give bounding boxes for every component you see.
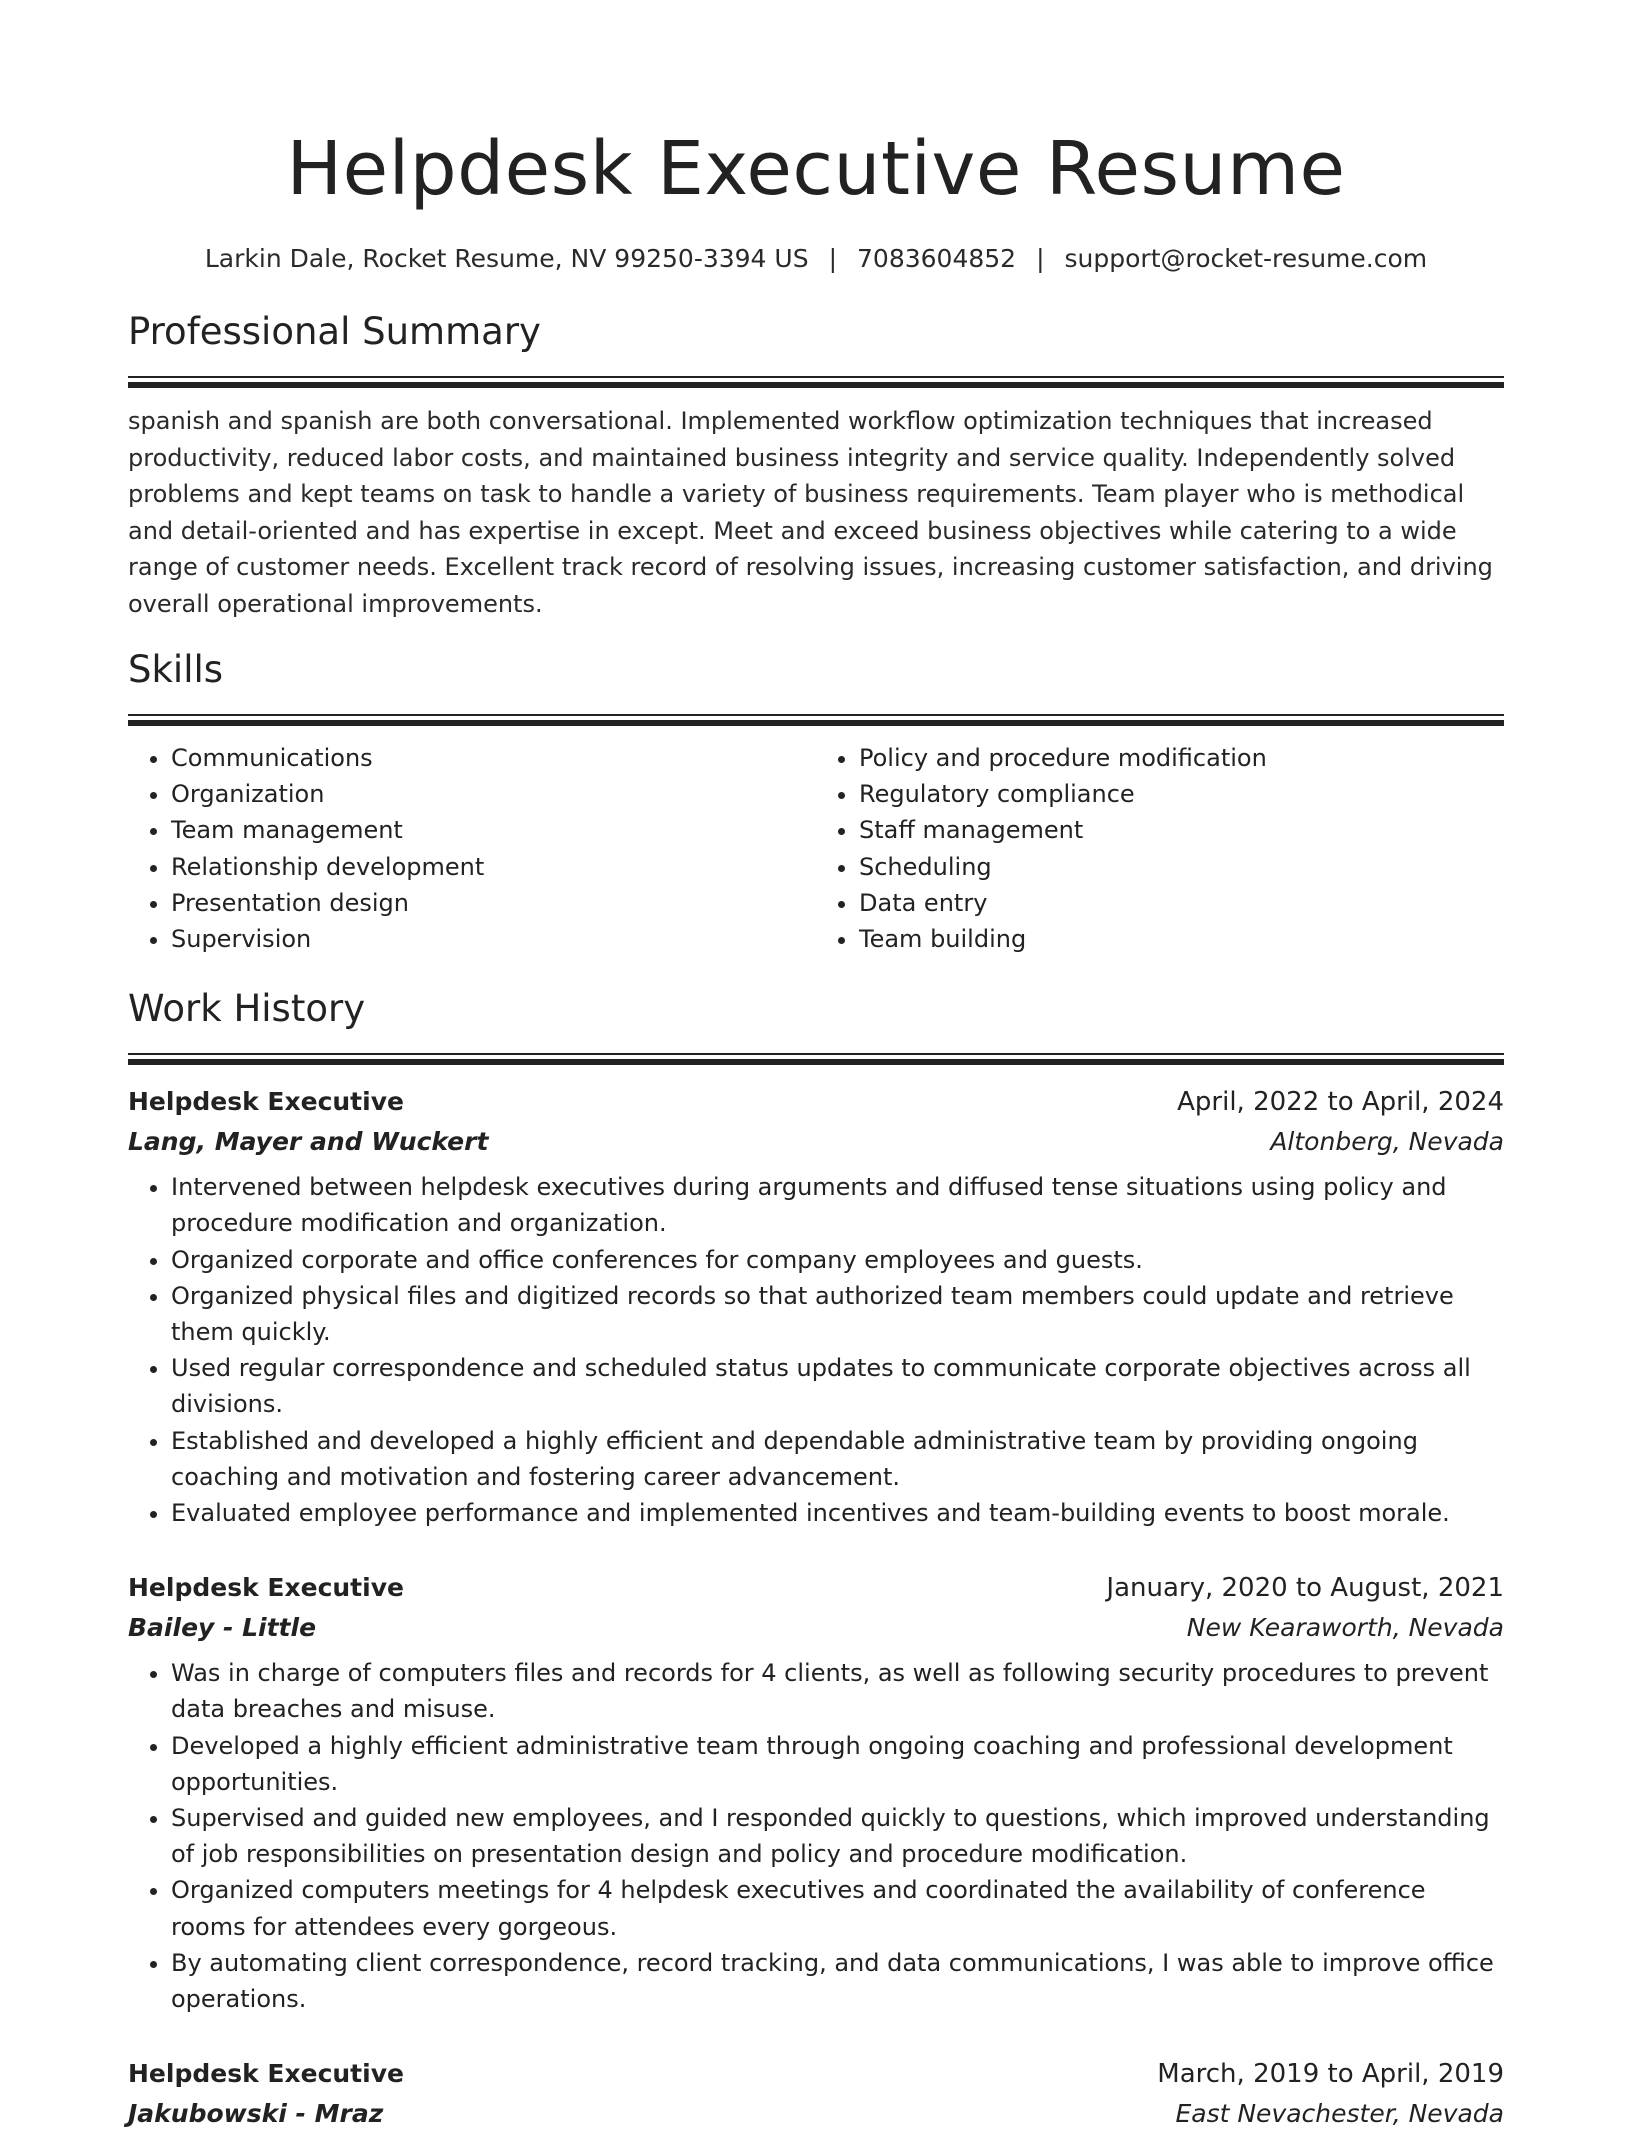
job-location: East Nevachester, Nevada: [1175, 2099, 1504, 2129]
section-divider: [128, 1053, 1504, 1065]
summary-section: [128, 308, 1504, 622]
skill-item: • Presentation design: [171, 885, 816, 921]
job-title-row: [128, 2055, 1504, 2093]
job-title: Helpdesk Executive: [128, 1573, 404, 1603]
job-title-row: [128, 1083, 1504, 1121]
contact-line: [128, 242, 1504, 276]
contact-address: Larkin Dale, Rocket Resume, NV 99250-3394 US: [204, 244, 809, 273]
job-title: Helpdesk Executive: [128, 1087, 404, 1117]
job-entry: [128, 2055, 1504, 2135]
contact-separator: |: [1036, 244, 1045, 273]
skill-item: • Supervision: [171, 921, 816, 957]
skill-item: • Data entry: [859, 885, 1504, 921]
contact-separator: |: [828, 244, 838, 273]
summary-text: spanish and spanish are both conversational. Implemented workflow optimization techniques that increased productivity, reduced labor costs, and maintained business integrity and service quality. Independently solved problems and kept teams on task to handle a variety of business requirements. Team player who is methodical and detail-oriented and has expertise in except. Meet and exceed business objectives while catering to a wide range of customer needs. Excellent track record of resolving issues, increasing customer satisfaction, and driving overall operational improvements.: [128, 407, 1493, 618]
skill-item: • Organization: [171, 776, 816, 812]
section-heading-work-history: Work History: [128, 987, 366, 1031]
job-dates: January, 2020 to August, 2021: [1106, 1573, 1504, 1604]
job-title: Helpdesk Executive: [128, 2059, 404, 2089]
job-company-row: [128, 2093, 1504, 2135]
job-bullet: • Evaluated employee performance and implemented incentives and team-building events to boost morale.: [171, 1495, 1504, 1531]
job-bullets: [128, 1169, 1504, 1531]
job-company-row: [128, 1121, 1504, 1163]
job-bullet: • Used regular correspondence and scheduled status updates to communicate corporate objectives across all divisions.: [171, 1350, 1504, 1422]
work-history-section: [128, 985, 1504, 2135]
job-company: Lang, Mayer and Wuckert: [128, 1127, 489, 1157]
resume-page: [128, 0, 1504, 2135]
section-heading-skills: Skills: [128, 648, 224, 691]
skill-item: • Team management: [171, 812, 816, 848]
skill-item: • Staff management: [859, 812, 1504, 848]
job-bullet: • Organized physical files and digitized records so that authorized team members could update and retrieve them quickly.: [171, 1278, 1504, 1350]
job-bullet: • By automating client correspondence, record tracking, and data communications, I was able to improve office operations.: [171, 1945, 1504, 2017]
job-bullets: [128, 1655, 1504, 2017]
job-title-row: [128, 1569, 1504, 1607]
resume-title: Helpdesk Executive Resume: [286, 126, 1346, 212]
skill-item: • Team building: [859, 921, 1504, 957]
job-bullet: • Supervised and guided new employees, and I responded quickly to questions, which improved understanding of job responsibilities on presentation design and policy and procedure modification.: [171, 1800, 1504, 1872]
job-bullet: • Organized computers meetings for 4 helpdesk executives and coordinated the availability of conference rooms for attendees every gorgeous.: [171, 1872, 1504, 1944]
skill-item: • Scheduling: [859, 849, 1504, 885]
skills-list-right: [816, 740, 1504, 957]
job-dates: April, 2022 to April, 2024: [1177, 1087, 1504, 1118]
job-entry: [128, 1569, 1504, 2017]
skills-section: [128, 646, 1504, 957]
skill-item: • Regulatory compliance: [859, 776, 1504, 812]
job-bullet: • Established and developed a highly efficient and dependable administrative team by providing ongoing coaching and motivation and fostering career advancement.: [171, 1423, 1504, 1495]
job-location: Altonberg, Nevada: [1270, 1127, 1504, 1157]
skill-item: • Policy and procedure modification: [859, 740, 1504, 776]
job-entry: [128, 1083, 1504, 1531]
job-bullet: • Organized corporate and office conferences for company employees and guests.: [171, 1242, 1504, 1278]
section-divider: [128, 376, 1504, 388]
contact-phone: 7083604852: [857, 244, 1017, 273]
skill-item: • Relationship development: [171, 849, 816, 885]
section-divider: [128, 714, 1504, 726]
job-company-row: [128, 1607, 1504, 1649]
job-bullet: • Developed a highly efficient administrative team through ongoing coaching and professional development opportunities.: [171, 1728, 1504, 1800]
section-heading-summary: Professional Summary: [128, 310, 541, 353]
job-company: Jakubowski - Mraz: [128, 2099, 384, 2129]
job-bullet: • Was in charge of computers files and records for 4 clients, as well as following security procedures to prevent data breaches and misuse.: [171, 1655, 1504, 1727]
contact-email: support@rocket-resume.com: [1064, 244, 1428, 273]
job-bullet: • Intervened between helpdesk executives during arguments and diffused tense situations using policy and procedure modification and organization.: [171, 1169, 1504, 1241]
skills-grid: [128, 740, 1504, 957]
skill-item: • Communications: [171, 740, 816, 776]
job-company: Bailey - Little: [128, 1613, 317, 1643]
job-dates: March, 2019 to April, 2019: [1157, 2059, 1504, 2090]
skills-list-left: [128, 740, 816, 957]
job-location: New Kearaworth, Nevada: [1186, 1613, 1504, 1643]
